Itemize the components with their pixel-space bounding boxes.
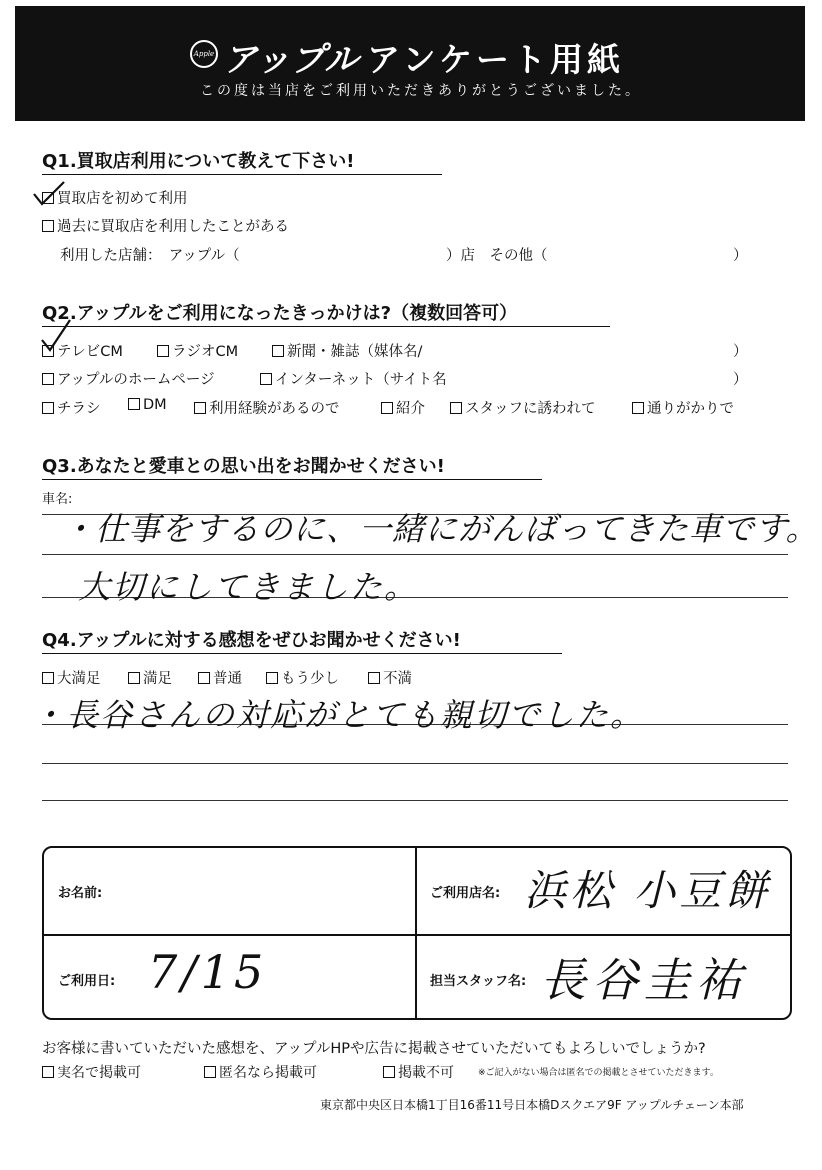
q2-option-dm[interactable]: DM bbox=[128, 397, 167, 413]
box-divider-vertical bbox=[415, 846, 417, 1020]
q3-underline bbox=[42, 479, 542, 480]
checkbox-icon[interactable] bbox=[194, 402, 206, 414]
q3-handwritten-answer-line1: ・仕事をするのに、一緒にがんばってきた車です。 bbox=[62, 510, 819, 548]
q2-row2-end: ） bbox=[733, 372, 748, 388]
consent-option-real-name[interactable]: 実名で掲載可 bbox=[42, 1062, 141, 1082]
q1-store-end: ） bbox=[733, 248, 748, 264]
q1-option-first-time[interactable]: 買取店を初めて利用 bbox=[42, 187, 188, 208]
consent-option-anonymous[interactable]: 匿名なら掲載可 bbox=[204, 1062, 317, 1082]
checkbox-icon[interactable] bbox=[128, 672, 140, 684]
q2-option-radio[interactable]: ラジオCM bbox=[157, 340, 238, 361]
checkbox-icon[interactable] bbox=[42, 402, 54, 414]
q3-title: Q3.あなたと愛車との思い出をお聞かせください! bbox=[42, 456, 445, 477]
q2-option-flyer[interactable]: チラシ bbox=[42, 397, 101, 418]
q3-handwritten-answer-line2: 大切にしてきました。 bbox=[78, 568, 419, 606]
checkbox-icon[interactable] bbox=[42, 373, 54, 385]
q4-handwritten-answer: ・長谷さんの対応がとても親切でした。 bbox=[32, 696, 645, 734]
checkbox-icon[interactable] bbox=[42, 672, 54, 684]
checkbox-icon[interactable] bbox=[381, 402, 393, 414]
answer-line bbox=[42, 763, 788, 764]
apple-logo-icon: Apple bbox=[190, 40, 218, 68]
q2-option-tv[interactable]: テレビCM bbox=[42, 340, 123, 361]
q4-title: Q4.アップルに対する感想をぜひお聞かせください! bbox=[42, 630, 461, 651]
checkbox-icon[interactable] bbox=[260, 373, 272, 385]
staff-label: 担当スタッフ名: bbox=[430, 974, 527, 989]
q4-underline bbox=[42, 653, 562, 654]
answer-line bbox=[42, 800, 788, 801]
checkbox-icon[interactable] bbox=[204, 1066, 216, 1078]
q2-row1-end: ） bbox=[733, 344, 748, 360]
q2-option-staff[interactable]: スタッフに誘われて bbox=[450, 397, 596, 418]
checkbox-icon[interactable] bbox=[632, 402, 644, 414]
q1-option-used-before[interactable]: 過去に買取店を利用したことがある bbox=[42, 215, 289, 236]
checkbox-icon[interactable] bbox=[266, 672, 278, 684]
store-label: ご利用店名: bbox=[430, 886, 501, 901]
date-value[interactable]: 7/15 bbox=[148, 945, 268, 999]
checkbox-icon[interactable] bbox=[368, 672, 380, 684]
q2-underline bbox=[42, 326, 610, 327]
q4-option-so-so[interactable]: もう少し bbox=[266, 667, 339, 688]
q2-option-experience[interactable]: 利用経験があるので bbox=[194, 397, 340, 418]
q1-title: Q1.買取店利用について教えて下さい! bbox=[42, 151, 355, 172]
q2-title: Q2.アップルをご利用になったきっかけは?（複数回答可） bbox=[42, 303, 518, 324]
consent-note: ※ご記入がない場合は匿名での掲載とさせていただきます。 bbox=[478, 1068, 719, 1078]
name-label: お名前: bbox=[58, 886, 103, 901]
consent-option-decline[interactable]: 掲載不可 bbox=[383, 1062, 454, 1082]
date-label: ご利用日: bbox=[58, 974, 116, 989]
q1-store-suffix: ）店 その他（ bbox=[446, 248, 548, 264]
staff-value[interactable]: 長谷圭祐 bbox=[540, 953, 748, 1007]
page-title: アンケート用紙 bbox=[367, 40, 625, 79]
logo-text: アップル bbox=[223, 40, 360, 80]
checkmark-q2-icon bbox=[38, 318, 74, 352]
q2-option-internet[interactable]: インターネット（サイト名 bbox=[260, 368, 447, 389]
checkbox-icon[interactable] bbox=[450, 402, 462, 414]
q2-option-passing[interactable]: 通りがかりで bbox=[632, 397, 734, 418]
checkbox-icon[interactable] bbox=[42, 1066, 54, 1078]
checkbox-icon[interactable] bbox=[383, 1066, 395, 1078]
checkbox-icon[interactable] bbox=[198, 672, 210, 684]
q2-option-referral[interactable]: 紹介 bbox=[381, 397, 425, 418]
q4-option-satisfied[interactable]: 満足 bbox=[128, 667, 172, 688]
q4-option-dissatisfied[interactable]: 不満 bbox=[368, 667, 412, 688]
checkbox-icon[interactable] bbox=[42, 220, 54, 232]
q4-option-normal[interactable]: 普通 bbox=[198, 667, 242, 688]
q1-underline bbox=[42, 174, 442, 175]
checkbox-icon[interactable] bbox=[157, 345, 169, 357]
company-address: 東京都中央区日本橋1丁目16番11号日本橋Dスクエア9F アップルチェーン本部 bbox=[320, 1098, 744, 1112]
publish-consent-question: お客様に書いていただいた感想を、アップルHPや広告に掲載させていただいてもよろしいでしょうか? bbox=[42, 1041, 706, 1057]
header-banner bbox=[15, 6, 805, 121]
checkbox-icon[interactable] bbox=[272, 345, 284, 357]
checkmark-q1-icon bbox=[30, 180, 70, 210]
store-value[interactable]: 浜松 小豆餅 bbox=[524, 866, 772, 915]
q4-option-very-satisfied[interactable]: 大満足 bbox=[42, 667, 101, 688]
box-divider-horizontal bbox=[42, 934, 792, 936]
q2-option-homepage[interactable]: アップルのホームページ bbox=[42, 368, 215, 389]
q2-option-newspaper[interactable]: 新聞・雑誌（媒体名/ bbox=[272, 340, 422, 361]
page-subtitle: この度は当店をご利用いただきありがとうございました。 bbox=[200, 83, 642, 99]
checkbox-icon[interactable] bbox=[128, 398, 140, 410]
answer-line bbox=[42, 554, 788, 555]
car-name-label: 車名: bbox=[42, 492, 73, 507]
q1-store-prefix: 利用した店舗： アップル（ bbox=[60, 248, 240, 264]
